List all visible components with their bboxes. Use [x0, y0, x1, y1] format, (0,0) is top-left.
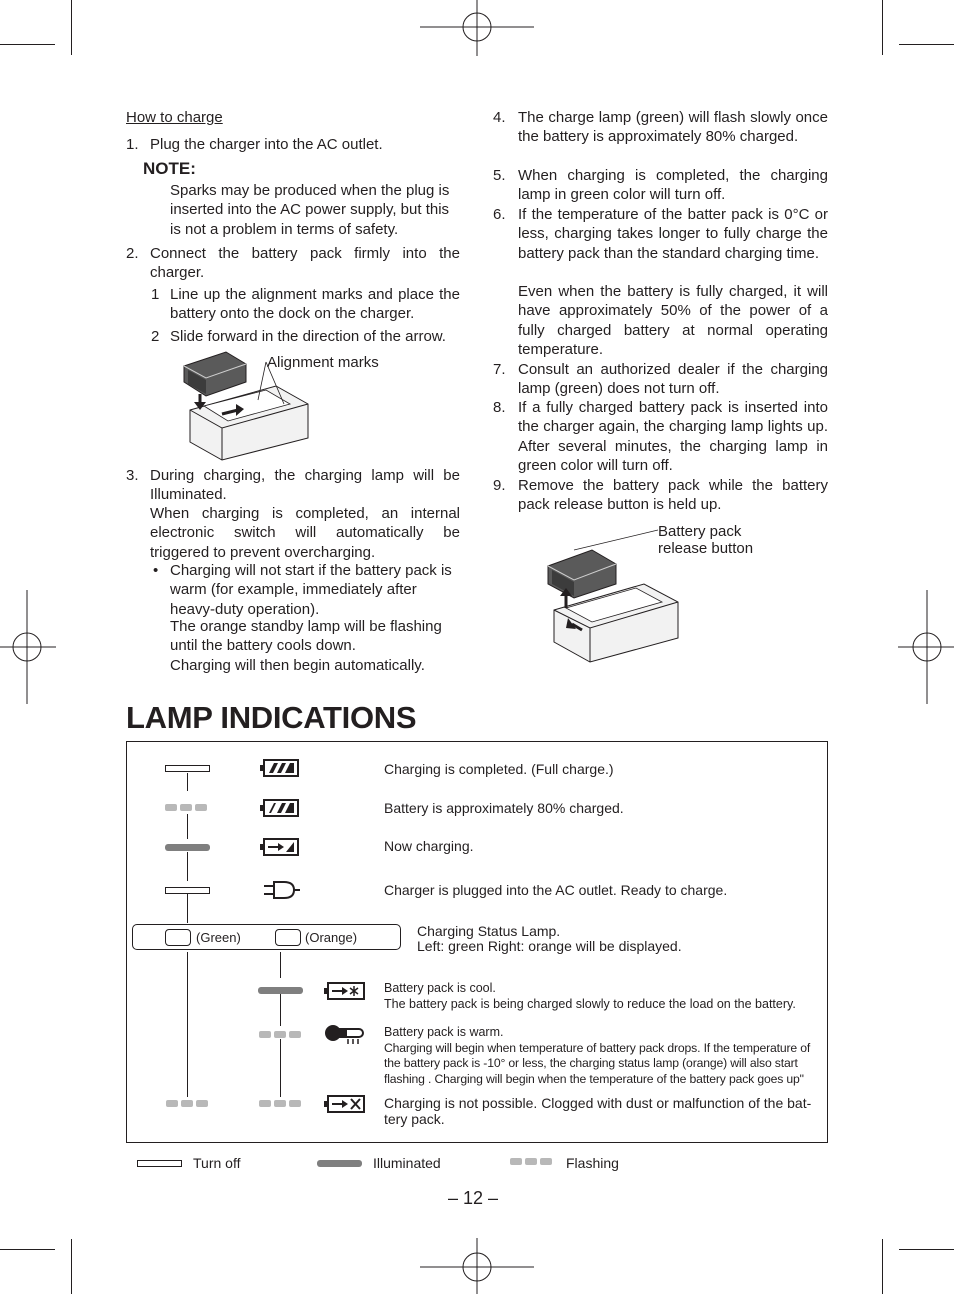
legend-on-label: Illuminated: [373, 1155, 441, 1171]
step-1-number: 1.: [126, 136, 139, 153]
sub-step-2-number: 2: [151, 328, 160, 345]
step-6-text: If the temperature of the batter pack is 0°C or less, charging takes longer to fully charge the battery pack than the standard charging time.: [518, 206, 828, 262]
battery-cool-icon: [324, 980, 368, 1002]
legend-off-swatch: [137, 1160, 182, 1167]
battery-full-icon: [260, 758, 302, 778]
step-3-text: During charging, the charging lamp will be Illuminated.: [150, 467, 460, 504]
bullet-detail: The orange standby lamp will be flashing until the battery cools down.: [170, 618, 442, 655]
step-4-text: The charge lamp (green) will flash slowly once the battery is approximately 80% charged.: [518, 109, 828, 146]
battery-charging-icon: [260, 837, 302, 857]
green-lamp-flashing: [165, 804, 210, 811]
step-5-text: When charging is completed, the charging lamp in green color will turn off.: [518, 167, 828, 204]
sub-step-1-text: Line up the alignment marks and place the battery onto the dock on the charger.: [170, 286, 460, 323]
green-lamp-label: (Green): [196, 930, 241, 945]
battery-80-icon: [260, 798, 302, 818]
release-button-label-line-1: Battery pack: [658, 523, 742, 540]
cool-detail: The battery pack is being charged slowly to reduce the load on the battery.: [384, 997, 796, 1011]
page-number: – 12 –: [448, 1188, 499, 1208]
warm-title: Battery pack is warm.: [384, 1025, 504, 1039]
plug-icon: [260, 879, 302, 901]
step-1-text: Plug the charger into the AC outlet.: [150, 136, 383, 153]
step-2-text: Connect the battery pack firmly into the charger.: [150, 245, 460, 282]
orange-lamp-illuminated: [258, 987, 303, 994]
how-to-charge-heading: How to charge: [126, 109, 223, 126]
step-8-number: 8.: [493, 399, 506, 416]
bullet-detail-2: Charging will then begin automatically.: [170, 657, 425, 674]
bullet-mark: •: [153, 562, 159, 579]
status-lamp-desc-1: Charging Status Lamp.: [417, 923, 561, 939]
green-lamp-off: [165, 765, 210, 772]
step-5-number: 5.: [493, 167, 506, 184]
legend-flash-swatch: [510, 1158, 555, 1165]
green-lamp-off: [165, 887, 210, 894]
lamp-row-3-desc: Now charging.: [384, 838, 474, 854]
legend-on-swatch: [317, 1160, 362, 1167]
step-4-number: 4.: [493, 109, 506, 126]
orange-lamp-label: (Orange): [305, 930, 358, 945]
green-lamp-illuminated: [165, 844, 210, 851]
note-text: Sparks may be produced when the plug is inserted into the AC power supply, but this is not a problem in terms of safety.: [170, 182, 450, 238]
step-3-number: 3.: [126, 467, 139, 484]
step-8-text: If a fully charged battery pack is inserted into the charger again, the charging lamp lights up. After several minutes, the charging lamp in green color will turn off.: [518, 399, 828, 474]
legend-off-label: Turn off: [193, 1155, 241, 1171]
green-lamp-indicator: [165, 929, 191, 946]
charging-status-lamp-box: [132, 924, 401, 950]
lamp-row-1-desc: Charging is completed. (Full charge.): [384, 761, 614, 777]
step-9-number: 9.: [493, 477, 506, 494]
step-7-number: 7.: [493, 361, 506, 378]
cool-title: Battery pack is cool.: [384, 981, 496, 995]
step-6-number: 6.: [493, 206, 506, 223]
sub-step-2-text: Slide forward in the direction of the arrow.: [170, 328, 446, 345]
green-lamp-flashing: [166, 1100, 211, 1107]
step-3-detail: When charging is completed, an internal electronic switch will automatically be triggered to prevent overcharging.: [150, 505, 460, 561]
lamp-row-2-desc: Battery is approximately 80% charged.: [384, 800, 624, 816]
lamp-indications-title: LAMP INDICATIONS: [126, 700, 417, 735]
lamp-row-4-desc: Charger is plugged into the AC outlet. Ready to charge.: [384, 882, 728, 898]
orange-lamp-indicator: [275, 929, 301, 946]
orange-lamp-flashing: [259, 1031, 304, 1038]
sub-step-1-number: 1: [151, 286, 160, 303]
error-desc: Charging is not possible. Clogged with dust or malfunction of the bat-tery pack.: [384, 1095, 812, 1127]
thermometer-icon: [324, 1021, 368, 1045]
alignment-marks-label: Alignment marks: [267, 354, 379, 371]
bullet-text: Charging will not start if the battery pack is warm (for example, immediately after heavy-duty operation).: [170, 562, 452, 618]
lamp-indications-table: [126, 741, 828, 1143]
warm-detail: Charging will begin when temperature of battery pack drops. If the temperature of the battery pack is -10° or less, the charging status lamp (orange) will also start flashing . Charging will begin when the temperature of the battery pack goes up": [384, 1041, 811, 1086]
battery-error-icon: [324, 1093, 368, 1115]
step-7-text: Consult an authorized dealer if the charging lamp (green) does not turn off.: [518, 361, 828, 398]
step-6-detail: Even when the battery is fully charged, it will have approximately 50% of the power of a fully charged battery at normal operating temperature.: [518, 283, 828, 358]
step-9-text: Remove the battery pack while the battery pack release button is held up.: [518, 477, 828, 514]
step-2-number: 2.: [126, 245, 139, 262]
legend-flash-label: Flashing: [566, 1155, 619, 1171]
status-lamp-desc-2: Left: green Right: orange will be displayed.: [417, 938, 682, 954]
note-label: NOTE:: [143, 159, 196, 178]
release-button-label-line-2: release button: [658, 540, 754, 557]
orange-lamp-flashing: [259, 1100, 304, 1107]
